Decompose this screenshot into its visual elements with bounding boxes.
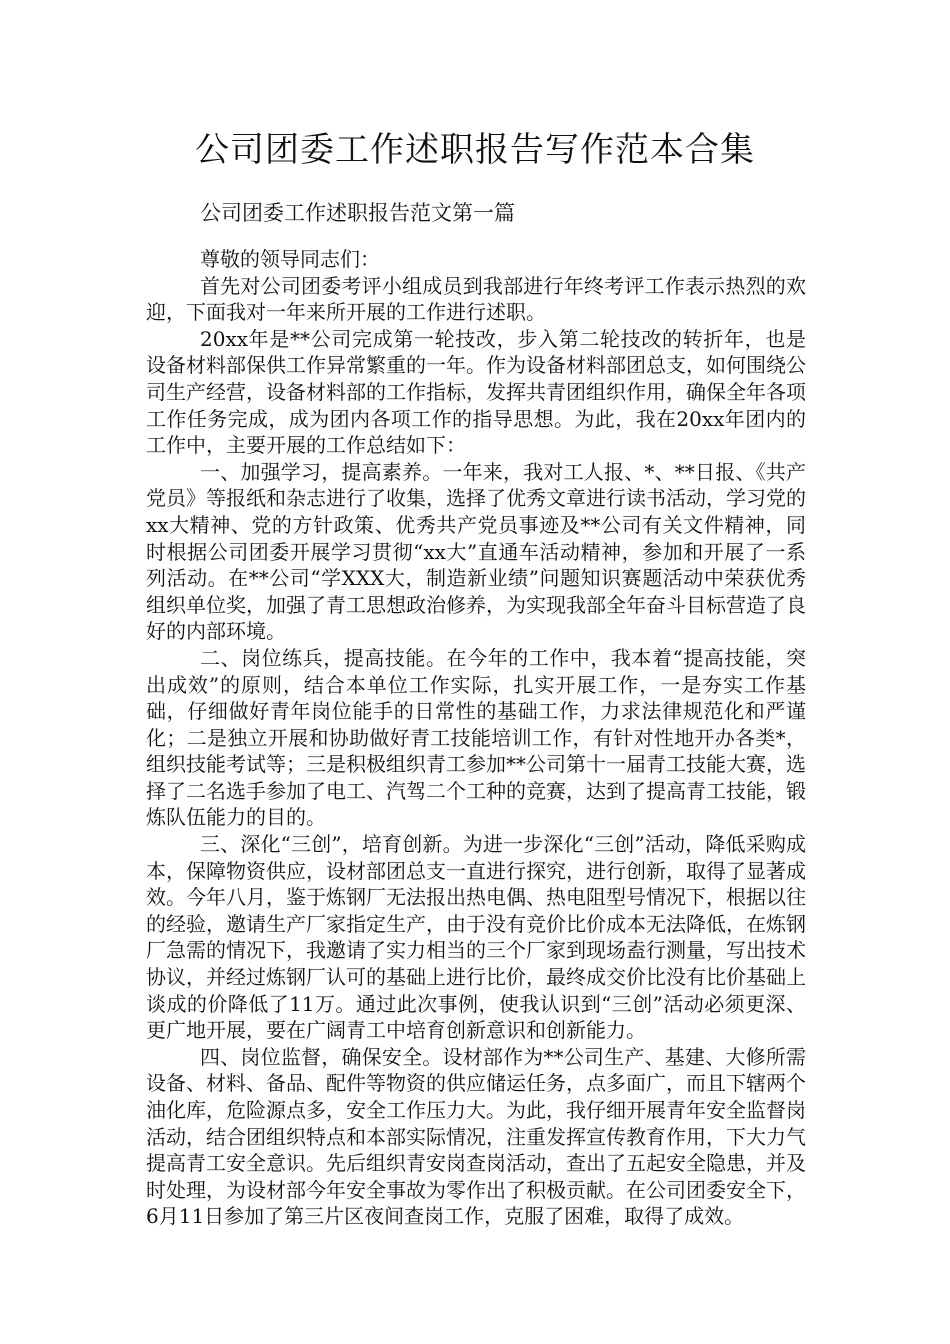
- document-body: [146, 246, 806, 1230]
- paragraph-section-1: 一、加强学习，提高素养。一年来，我对工人报、*、**日报、《共产党员》等报纸和杂志进行了收集，选择了优秀文章进行读书活动，学习党的xx大精神、党的方针政策、优秀共产党员事迹及**公司有关文件精神，同时根据公司团委开展学习贯彻“xx大”直通车活动精神，参加和开展了一系列活动。在**公司“学XXX大，制造新业绩”问题知识赛题活动中荣获优秀组织单位奖，加强了青工思想政治修养，为实现我部全年奋斗目标营造了良好的内部环境。: [146, 459, 806, 644]
- paragraph-overview: 20xx年是**公司完成第一轮技改，步入第二轮技改的转折年，也是设备材料部保供工作异常繁重的一年。作为设备材料部团总支，如何围绕公司生产经营，设备材料部的工作指标，发挥共青团组织作用，确保全年各项工作任务完成，成为团内各项工作的指导思想。为此，我在20xx年团内的工作中，主要开展的工作总结如下：: [146, 326, 806, 458]
- document-subtitle: 公司团委工作述职报告范文第一篇: [200, 201, 515, 225]
- paragraph-section-4: 四、岗位监督，确保安全。设材部作为**公司生产、基建、大修所需设备、材料、备品、配件等物资的供应储运任务，点多面广，而且下辖两个油化库，危险源点多，安全工作压力大。为此，我仔细开展青年安全监督岗活动，结合团组织特点和本部实际情况，注重发挥宣传教育作用，下大力气提高青工安全意识。先后组织青安岗查岗活动，查出了五起安全隐患，并及时处理，为设材部今年安全事故为零作出了积极贡献。在公司团委安全下，6月11日参加了第三片区夜间查岗工作，克服了困难，取得了成效。: [146, 1044, 806, 1229]
- paragraph-intro: 首先对公司团委考评小组成员到我部进行年终考评工作表示热烈的欢迎，下面我对一年来所开展的工作进行述职。: [146, 273, 806, 325]
- paragraph-section-3: 三、深化“三创”，培育创新。为进一步深化“三创”活动，降低采购成本，保障物资供应，设材部团总支一直进行探究，进行创新，取得了显著成效。今年八月，鉴于炼钢厂无法报出热电偶、热电阻型号情况下，根据以往的经验，邀请生产厂家指定生产，由于没有竞价比价成本无法降低，在炼钢厂急需的情况下，我邀请了实力相当的三个厂家到现场盍行测量，写出技术协议，并经过炼钢厂认可的基础上进行比价，最终成交价比没有比价基础上谈成的价降低了11万。通过此次事例，使我认识到“三创”活动必须更深、更广地开展，要在广阔青工中培育创新意识和创新能力。: [146, 832, 806, 1043]
- paragraph-section-2: 二、岗位练兵，提高技能。在今年的工作中，我本着“提高技能，突出成效”的原则，结合本单位工作实际，扎实开展工作，一是夯实工作基础，仔细做好青年岗位能手的日常性的基础工作，力求法律规范化和严谨化；二是独立开展和协助做好青工技能培训工作，有针对性地开办各类*，组织技能考试等；三是积极组织青工参加**公司第十一届青工技能大赛，选择了二名选手参加了电工、汽驾二个工种的竞赛，达到了提高青工技能，锻炼队伍能力的目的。: [146, 645, 806, 830]
- document-title: 公司团委工作述职报告写作范本合集: [195, 130, 755, 170]
- salutation: 尊敬的领导同志们：: [200, 247, 380, 271]
